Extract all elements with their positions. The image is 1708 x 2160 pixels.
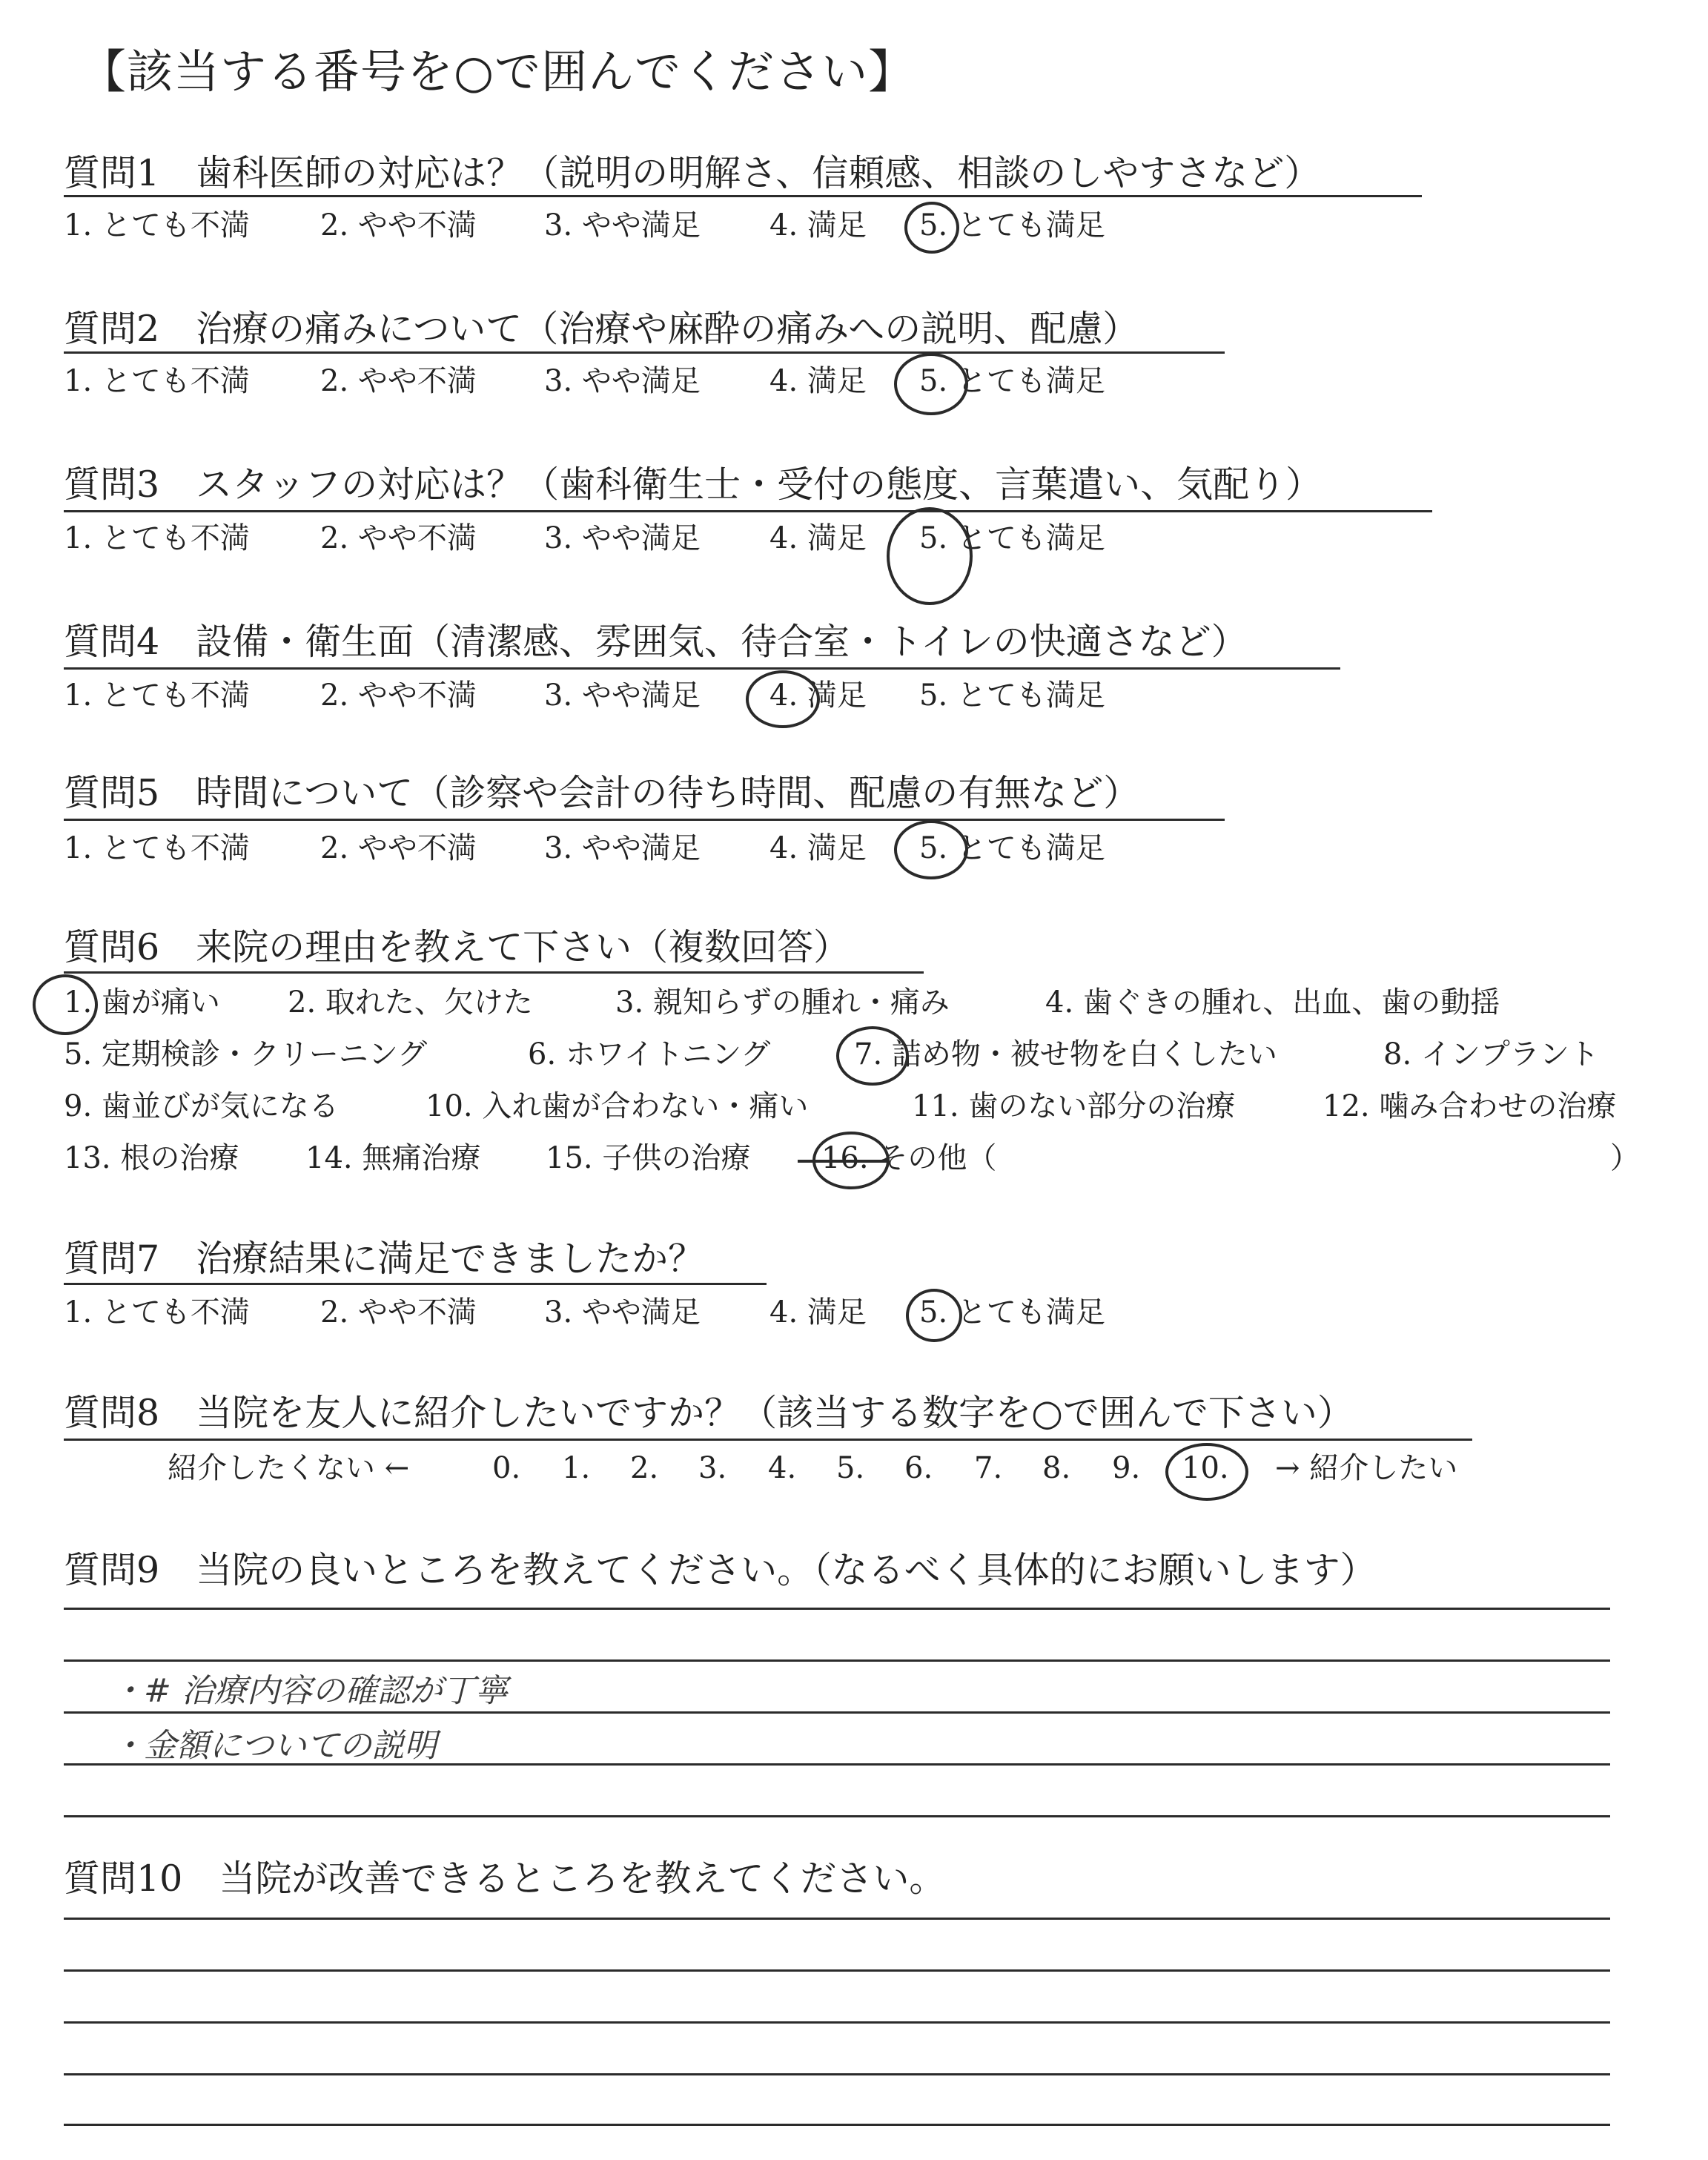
option-5[interactable]: 5. とても満足 bbox=[919, 521, 1105, 555]
question-8-label: 質問8 当院を友人に紹介したいですか？（該当する数字を○で囲んで下さい） bbox=[64, 1392, 1354, 1434]
reason-14[interactable]: 14. 無痛治療 bbox=[305, 1141, 481, 1175]
option-1[interactable]: 1. とても不満 bbox=[64, 521, 250, 555]
scale-0[interactable]: 0. bbox=[492, 1451, 521, 1485]
handwritten-answer-1: ・# 治療内容の確認が丁寧 bbox=[111, 1672, 508, 1710]
scale-9[interactable]: 9. bbox=[1112, 1451, 1141, 1485]
scale-10[interactable]: 10. bbox=[1182, 1451, 1229, 1485]
option-1[interactable]: 1. とても不満 bbox=[64, 364, 250, 398]
reason-1[interactable]: 1. 歯が痛い bbox=[64, 985, 220, 1020]
page-title: 【該当する番号を○で囲んでください】 bbox=[80, 44, 916, 99]
option-3[interactable]: 3. やや満足 bbox=[544, 1295, 701, 1330]
reason-4[interactable]: 4. 歯ぐきの腫れ、出血、歯の動揺 bbox=[1045, 985, 1500, 1020]
option-2[interactable]: 2. やや不満 bbox=[320, 1295, 477, 1330]
option-3[interactable]: 3. やや満足 bbox=[544, 364, 701, 398]
option-3[interactable]: 3. やや満足 bbox=[544, 521, 701, 555]
option-1[interactable]: 1. とても不満 bbox=[64, 831, 250, 865]
reason-8[interactable]: 8. インプラント bbox=[1383, 1037, 1599, 1071]
option-2[interactable]: 2. やや不満 bbox=[320, 208, 477, 242]
option-2[interactable]: 2. やや不満 bbox=[320, 364, 477, 398]
option-4[interactable]: 4. 満足 bbox=[769, 678, 867, 713]
question-1-label: 質問1 歯科医師の対応は？（説明の明解さ、信頼感、相談のしやすさなど） bbox=[64, 152, 1321, 194]
other-close-paren: ） bbox=[1610, 1141, 1640, 1175]
scale-2[interactable]: 2. bbox=[630, 1451, 659, 1485]
scale-left-label: 紹介したくない ← bbox=[168, 1451, 410, 1485]
reason-3[interactable]: 3. 親知らずの腫れ・痛み bbox=[615, 985, 950, 1020]
reason-7[interactable]: 7. 詰め物・被せ物を白くしたい bbox=[854, 1037, 1277, 1071]
scale-3[interactable]: 3. bbox=[698, 1451, 727, 1485]
reason-16[interactable]: 16. その他（ bbox=[821, 1141, 997, 1175]
option-2[interactable]: 2. やや不満 bbox=[320, 521, 477, 555]
option-1[interactable]: 1. とても不満 bbox=[64, 208, 250, 242]
option-5[interactable]: 5. とても満足 bbox=[919, 208, 1105, 242]
option-5[interactable]: 5. とても満足 bbox=[919, 1295, 1105, 1330]
handwritten-answer-2: ・金額についての説明 bbox=[111, 1727, 437, 1765]
question-6-label: 質問6 来院の理由を教えて下さい（複数回答） bbox=[64, 926, 850, 968]
scale-5[interactable]: 5. bbox=[836, 1451, 865, 1485]
reason-2[interactable]: 2. 取れた、欠けた bbox=[288, 985, 533, 1020]
scale-right-label: → 紹介したい bbox=[1275, 1451, 1458, 1485]
reason-15[interactable]: 15. 子供の治療 bbox=[546, 1141, 751, 1175]
scale-7[interactable]: 7. bbox=[974, 1451, 1003, 1485]
question-9-label: 質問9 当院の良いところを教えてください。（なるべく具体的にお願いします） bbox=[64, 1549, 1377, 1591]
question-10-label: 質問10 当院が改善できるところを教えてください。 bbox=[64, 1857, 946, 1900]
question-7-label: 質問7 治療結果に満足できましたか？ bbox=[64, 1238, 705, 1280]
option-5[interactable]: 5. とても満足 bbox=[919, 364, 1105, 398]
option-2[interactable]: 2. やや不満 bbox=[320, 831, 477, 865]
option-3[interactable]: 3. やや満足 bbox=[544, 831, 701, 865]
option-4[interactable]: 4. 満足 bbox=[769, 364, 867, 398]
reason-5[interactable]: 5. 定期検診・クリーニング bbox=[64, 1037, 428, 1071]
scale-1[interactable]: 1. bbox=[562, 1451, 591, 1485]
option-5[interactable]: 5. とても満足 bbox=[919, 678, 1105, 713]
option-1[interactable]: 1. とても不満 bbox=[64, 1295, 250, 1330]
option-4[interactable]: 4. 満足 bbox=[769, 831, 867, 865]
option-1[interactable]: 1. とても不満 bbox=[64, 678, 250, 713]
option-3[interactable]: 3. やや満足 bbox=[544, 208, 701, 242]
scale-8[interactable]: 8. bbox=[1042, 1451, 1071, 1485]
question-2-label: 質問2 治療の痛みについて（治療や麻酔の痛みへの説明、配慮） bbox=[64, 308, 1139, 350]
reason-12[interactable]: 12. 噛み合わせの治療 bbox=[1323, 1089, 1617, 1123]
reason-9[interactable]: 9. 歯並びが気になる bbox=[64, 1089, 339, 1123]
scale-6[interactable]: 6. bbox=[904, 1451, 933, 1485]
reason-13[interactable]: 13. 根の治療 bbox=[64, 1141, 239, 1175]
option-2[interactable]: 2. やや不満 bbox=[320, 678, 477, 713]
question-4-label: 質問4 設備・衛生面（清潔感、雰囲気、待合室・トイレの快適さなど） bbox=[64, 621, 1248, 663]
scale-4[interactable]: 4. bbox=[768, 1451, 797, 1485]
question-5-label: 質問5 時間について（診察や会計の待ち時間、配慮の有無など） bbox=[64, 772, 1140, 814]
reason-10[interactable]: 10. 入れ歯が合わない・痛い bbox=[426, 1089, 809, 1123]
reason-11[interactable]: 11. 歯のない部分の治療 bbox=[912, 1089, 1236, 1123]
option-5[interactable]: 5. とても満足 bbox=[919, 831, 1105, 865]
question-3-label: 質問3 スタッフの対応は？（歯科衛生士・受付の態度、言葉遣い、気配り） bbox=[64, 463, 1323, 506]
option-4[interactable]: 4. 満足 bbox=[769, 1295, 867, 1330]
reason-6[interactable]: 6. ホワイトニング bbox=[528, 1037, 771, 1071]
option-4[interactable]: 4. 満足 bbox=[769, 521, 867, 555]
option-4[interactable]: 4. 満足 bbox=[769, 208, 867, 242]
option-3[interactable]: 3. やや満足 bbox=[544, 678, 701, 713]
